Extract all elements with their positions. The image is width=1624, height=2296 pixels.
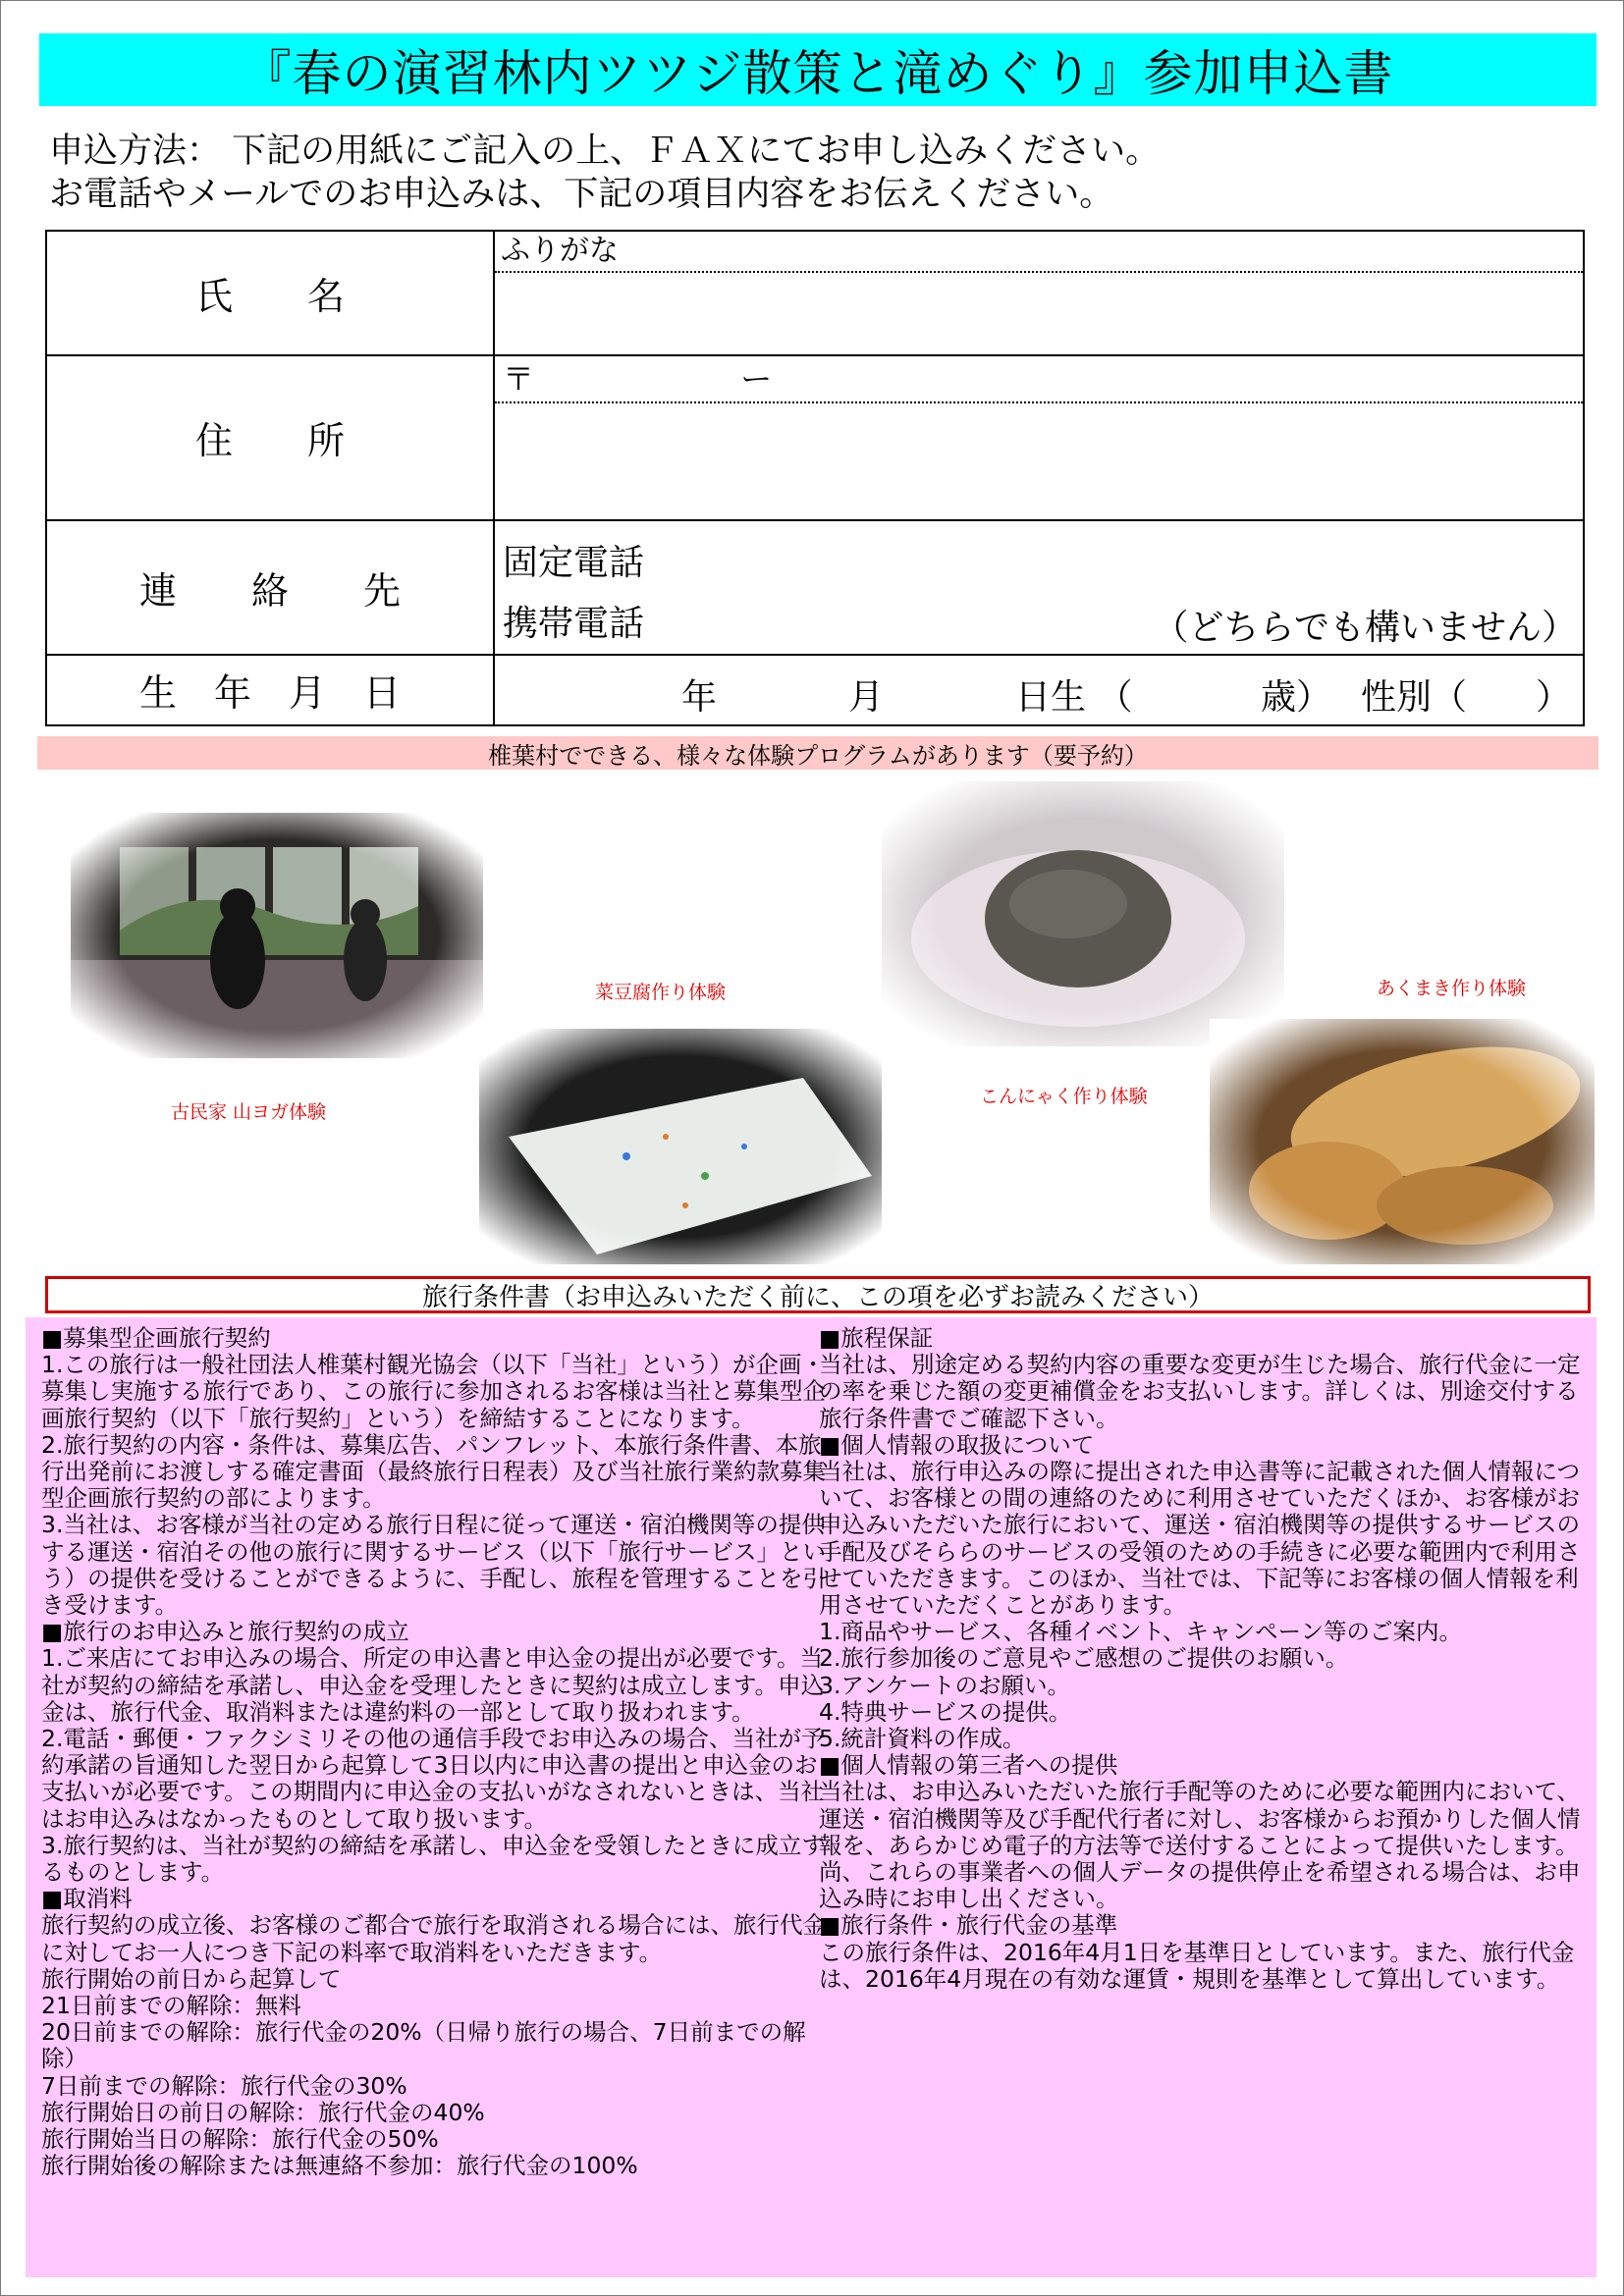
condition-paragraph: 2.旅行契約の内容・条件は、募集広告、パンフレット、本旅行条件書、本旅行出発前にお渡しする確定書面（最終旅行日程表）及び当社旅行業約款募集型企画旅行契約の部によります。 [41,1430,826,1513]
gender-label: 性別（ [1361,676,1468,718]
konnyaku-caption: こんにゃく作り体験 [980,1086,1148,1107]
contact-label: 連 絡 先 [46,520,494,655]
birthdate-label: 生 年 月 日 [46,655,494,725]
address-label: 住 所 [46,355,494,521]
age-label: 歳） [1261,676,1332,718]
application-method [49,130,1160,216]
condition-paragraph: ■旅行のお申込みと旅行契約の成立 [41,1618,409,1646]
natofu-caption: 菜豆腐作り体験 [595,982,727,1003]
conditions-left-column [41,1325,827,2180]
condition-paragraph: 旅行契約の成立後、お客様のご都合で旅行を取消される場合には、旅行代金に対してお一人につき下記の料率で取消料をいただきます。 [41,1911,826,1966]
conditions-box [26,1317,1597,2277]
condition-paragraph: 2.旅行参加後のご意見やご感想のご提供のお願い。 [819,1644,1349,1673]
akumaki-caption: あくまき作り体験 [1377,978,1527,999]
birthdate-field[interactable] [494,655,1584,725]
condition-paragraph: 20日前までの解除：旅行代金の20%（日帰り旅行の場合、7日前までの解除） [41,2018,806,2073]
either-note: （どちらでも構いません） [1153,607,1577,648]
condition-paragraph: 当社は、お申込みいただいた旅行手配等のために必要な範囲内において、運送・宿泊機関等及び手配代行者に対し、お客様からお預かりした個人情報を、あらかじめ電子的方法等で送付することによって提供いたします。尚、これらの事業者への個人データの提供停止を希望される場合は、お申込み時にお申し出ください。 [819,1778,1581,1913]
condition-paragraph: この旅行条件は、2016年4月1日を基準日としています。また、旅行代金は、2016年4月現在の有効な運賃・規則を基準として算出しています。 [819,1938,1575,1993]
condition-paragraph: ■個人情報の第三者への提供 [819,1751,1118,1780]
condition-paragraph: ■募集型企画旅行契約 [41,1324,271,1352]
condition-paragraph: 7日前までの解除：旅行代金の30% [41,2071,407,2100]
postal-dash: ー [740,359,773,398]
method-line-1: 申込方法： 下記の用紙にご記入の上、ＦＡＸにてお申し込みください。 [49,132,1161,171]
year-label: 年 [681,676,718,718]
name-field[interactable] [494,231,1584,355]
postal-mark: 〒 [503,359,535,398]
mobile-label: 携帯電話 [503,604,645,645]
condition-paragraph: 当社は、別途定める契約内容の重要な変更が生じた場合、旅行代金に一定の率を乗じた額の変更補償金をお支払いします。詳しくは、別途交付する旅行条件書でご確認下さい。 [819,1351,1581,1432]
condition-paragraph: 5.統計資料の作成。 [819,1725,1026,1753]
condition-paragraph: 旅行開始後の解除または無連絡不参加：旅行代金の100% [41,2152,638,2180]
condition-paragraph: 4.特典サービスの提供。 [819,1697,1072,1726]
furigana-field[interactable]: ふりがな [495,232,1583,273]
postal-code-field[interactable] [495,356,1583,403]
natofu-photo [479,1029,882,1264]
condition-paragraph: 2.電話・郵便・ファクシミリその他の通信手段でお申込みの場合、当社が予約承諾の旨通知した翌日から起算して3日以内に申込書の提出と申込金のお支払いが必要です。この期間内に申込金の支払いがなされないときは、当社はお申込みはなかったものとして取り扱います。 [41,1725,825,1833]
address-field[interactable] [494,355,1584,521]
yoga-photo [71,813,483,1058]
conditions-right-column [819,1325,1585,1993]
konnyaku-photo [882,781,1284,1046]
akumaki-photo [1210,1019,1595,1264]
month-label: 月 [848,676,885,718]
application-form [45,230,1585,726]
gender-close: ） [1536,676,1572,718]
condition-paragraph: 旅行開始当日の解除：旅行代金の50% [41,2125,439,2154]
contact-field[interactable] [494,520,1584,655]
condition-paragraph: 3.当社は、お客様が当社の定める旅行日程に従って運送・宿泊機関等の提供する運送・宿泊その他の旅行に関するサービス（以下「旅行サービス」という）の提供を受けることができるように、手配し、旅程を管理することを引き受けます。 [41,1511,826,1620]
condition-paragraph: 1.商品やサービス、各種イベント、キャンペーン等のご案内。 [819,1618,1463,1646]
conditions-title: 旅行条件書（お申込みいただく前に、この項を必ずお読みください） [45,1276,1591,1313]
condition-paragraph: ■取消料 [41,1885,133,1913]
condition-paragraph: 21日前までの解除：無料 [41,1992,301,2020]
landline-label: 固定電話 [503,543,645,584]
condition-paragraph: 1.この旅行は一般社団法人椎葉村観光協会（以下「当社」という）が企画・募集し実施する旅行であり、この旅行に参加されるお客様は当社と募集型企画旅行契約（以下「旅行契約」という）を締結することになります。 [41,1351,826,1432]
condition-paragraph: 旅行開始の前日から起算して [41,1964,342,1993]
condition-paragraph: 当社は、旅行申込みの際に提出された申込書等に記載された個人情報について、お客様との間の連絡のために利用させていただくほか、お客様がお申込みいただいた旅行において、運送・宿泊機関等の提供するサービスの手配及びそららのサービスの受領のための手続きに必要な範囲内で利用させていただきます。このほか、当社では、下記等にお客様の個人情報を利用させていただくことがあります。 [819,1458,1581,1620]
yoga-caption: 古民家 山ヨガ体験 [171,1101,327,1123]
condition-paragraph: ■個人情報の取扱について [819,1430,1095,1459]
condition-paragraph: 3.アンケートのお願い。 [819,1671,1071,1699]
condition-paragraph: ■旅行条件・旅行代金の基準 [819,1911,1118,1940]
condition-paragraph: ■旅程保証 [819,1324,934,1352]
birth-day-label: 日生 （ [1015,676,1133,718]
page-title: 『春の演習林内ツツジ散策と滝めぐり』参加申込書 [39,33,1597,106]
condition-paragraph: 1.ご来店にてお申込みの場合、所定の申込書と申込金の提出が必要です。当社が契約の締結を承諾し、申込金を受理したときに契約は成立します。申込金は、旅行代金、取消料または違約料の一部として取り扱われます。 [41,1644,825,1726]
condition-paragraph: 旅行開始日の前日の解除：旅行代金の40% [41,2098,485,2126]
programs-banner: 椎葉村でできる、様々な体験プログラムがあります（要予約） [37,736,1598,770]
name-label: 氏 名 [46,231,494,355]
method-line-2: お電話やメールでのお申込みは、下記の項目内容をお伝えください。 [49,175,1114,214]
condition-paragraph: 3.旅行契約は、当社が契約の締結を承諾し、申込金を受領したときに成立するものとします。 [41,1831,825,1887]
